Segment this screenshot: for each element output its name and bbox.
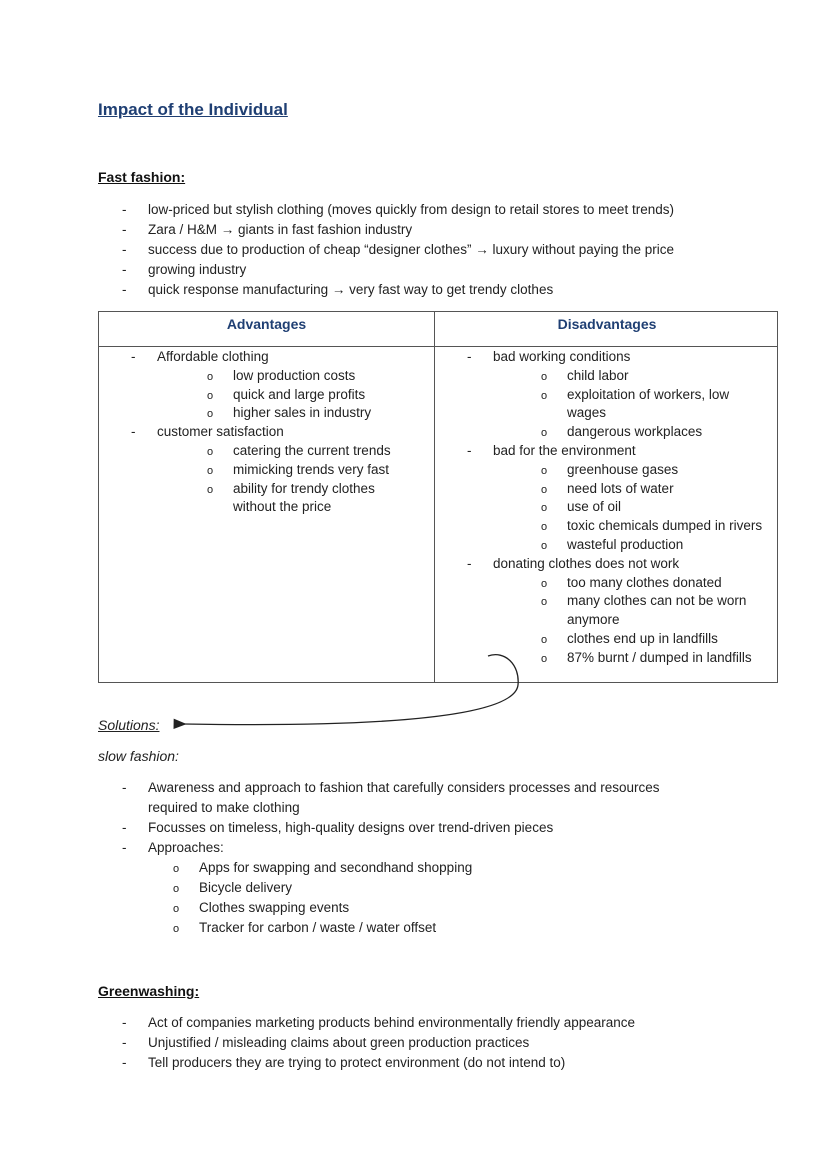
list-item: - Zara / H&M → giants in fast fashion industry [122, 220, 782, 240]
disadvantage-item: - donating clothes does not work [467, 555, 777, 574]
advantage-subitem: o catering the current trends [207, 442, 407, 461]
list-item: - Unjustified / misleading claims about green production practices [122, 1033, 782, 1053]
disadvantage-subitem: o need lots of water [541, 480, 777, 499]
list-item: - Focusses on timeless, high-quality designs over trend-driven pieces [122, 818, 682, 838]
disadvantage-subitem: o use of oil [541, 498, 777, 517]
fast-fashion-heading: Fast fashion: [98, 169, 186, 185]
solutions-heading: Solutions: [98, 717, 160, 733]
greenwashing-heading: Greenwashing: [98, 983, 200, 999]
list-item: - Approaches: [122, 838, 682, 858]
disadvantage-subitem: o child labor [541, 367, 777, 386]
disadvantage-item: - bad for the environment [467, 442, 777, 461]
list-item: - low-priced but stylish clothing (moves quickly from design to retail stores to meet trends) [122, 200, 782, 220]
disadvantage-subitem: o too many clothes donated [541, 574, 777, 593]
list-item: - Tell producers they are trying to protect environment (do not intend to) [122, 1053, 782, 1073]
list-item: - success due to production of cheap “designer clothes” → luxury without paying the price [122, 240, 782, 260]
advantage-item: - customer satisfaction [131, 423, 431, 442]
disadvantage-subitem: o dangerous workplaces [541, 423, 777, 442]
advantage-subitem: o quick and large profits [207, 386, 431, 405]
advantage-subitem: o mimicking trends very fast [207, 461, 407, 480]
disadvantage-subitem: o exploitation of workers, low wages [541, 386, 747, 424]
disadvantage-item: - bad working conditions [467, 348, 777, 367]
page-title: Impact of the Individual [98, 100, 288, 119]
list-item: - Awareness and approach to fashion that carefully considers processes and resources required to make clothing [122, 778, 682, 818]
slow-fashion-list [122, 778, 682, 858]
list-item: o Bicycle delivery [173, 878, 673, 898]
list-item: o Apps for swapping and secondhand shopping [173, 858, 673, 878]
advantage-subitem: o higher sales in industry [207, 404, 431, 423]
slow-fashion-subheading: slow fashion: [98, 748, 179, 764]
advantages-header: Advantages [226, 316, 307, 332]
disadvantage-subitem: o wasteful production [541, 536, 777, 555]
greenwashing-list [122, 1013, 782, 1073]
list-item: - quick response manufacturing → very fast way to get trendy clothes [122, 280, 782, 300]
disadvantage-subitem: o 87% burnt / dumped in landfills [541, 649, 777, 668]
advantage-item: - Affordable clothing [131, 348, 431, 367]
advantage-subitem: o low production costs [207, 367, 431, 386]
disadvantage-subitem: o greenhouse gases [541, 461, 777, 480]
list-item: o Clothes swapping events [173, 898, 673, 918]
list-item: - Act of companies marketing products behind environmentally friendly appearance [122, 1013, 782, 1033]
list-item: o Tracker for carbon / waste / water offset [173, 918, 673, 938]
list-item: - growing industry [122, 260, 782, 280]
disadvantage-subitem: o toxic chemicals dumped in rivers [541, 517, 777, 536]
approaches-list [173, 858, 673, 938]
disadvantage-subitem: o clothes end up in landfills [541, 630, 777, 649]
disadvantages-header: Disadvantages [557, 316, 657, 332]
advantage-subitem: o ability for trendy clothes without the price [207, 480, 403, 518]
disadvantage-subitem: o many clothes can not be worn anymore [541, 592, 767, 630]
